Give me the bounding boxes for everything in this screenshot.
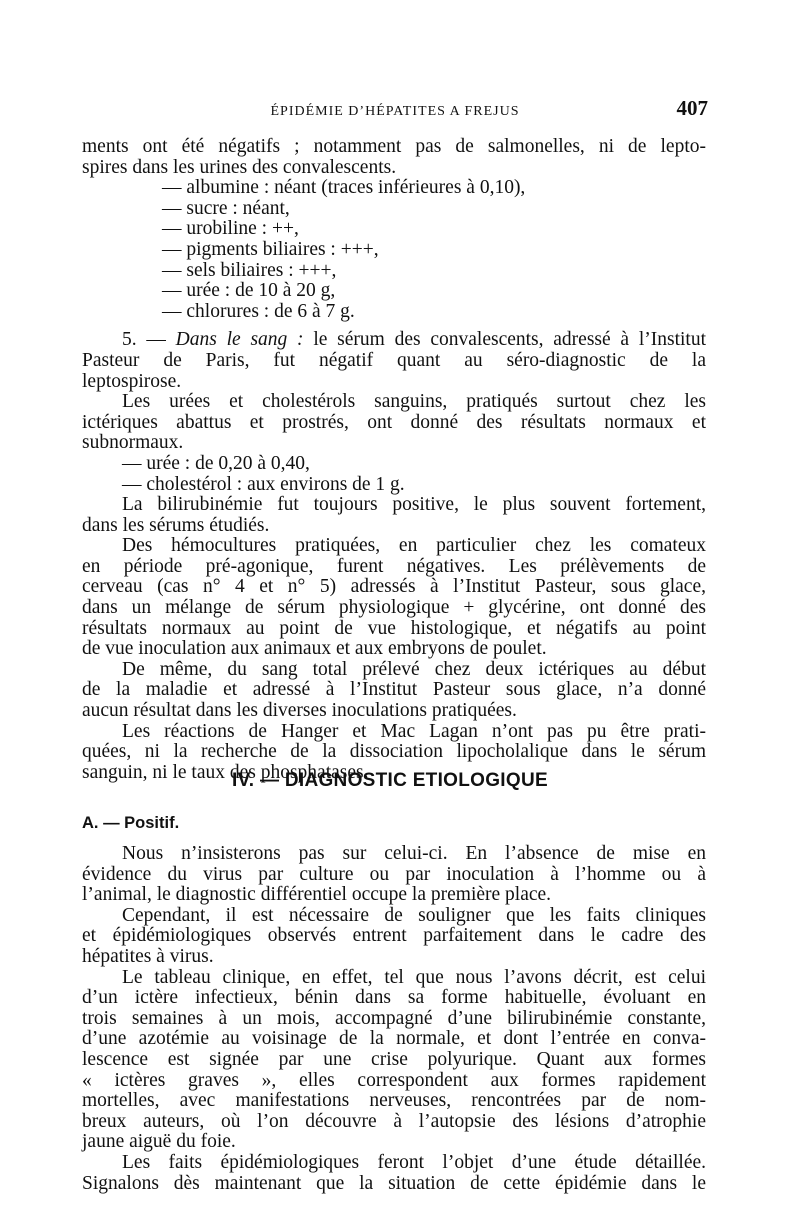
list-item: — urobiline : ++, [162, 218, 299, 240]
list-item: — chlorures : de 6 à 7 g. [162, 300, 355, 322]
text-line: l’animal, le diagnostic différentiel occupe la première place. [82, 884, 552, 906]
text-line: Les réactions de Hanger et Mac Lagan n’ont pas pu être prati- [122, 720, 706, 742]
list-item: — sucre : néant, [162, 197, 290, 219]
text-line: de la maladie et adressé à l’Institut Pasteur sous glace, n’a donné [82, 679, 706, 701]
text-line: Signalons dès maintenant que la situation de cette épidémie dans le [82, 1172, 706, 1194]
text-line: cerveau (cas n° 4 et n° 5) adressés à l’Institut Pasteur, sous glace, [82, 576, 706, 598]
text-line: d’une azotémie au voisinage de la normale, et dont l’entrée en conva- [82, 1028, 706, 1050]
text-line: Cependant, il est nécessaire de souligner que les faits cliniques [122, 904, 706, 926]
blood-section-line [82, 330, 706, 351]
text-line: en période pré-agonique, furent négatives. Les prélèvements de [82, 555, 706, 577]
text-line: d’un ictère infectieux, bénin dans sa forme habituelle, évoluant en [82, 987, 706, 1009]
text-line: breux auteurs, où l’on découvre à l’autopsie des lésions d’atrophie [82, 1110, 706, 1132]
text-line: subnormaux. [82, 432, 184, 454]
list-item: — sels biliaires : +++, [162, 259, 337, 281]
list-item: — urée : de 0,20 à 0,40, [122, 452, 310, 474]
text-line: Nous n’insisterons pas sur celui-ci. En l’absence de mise en [122, 843, 706, 864]
text-line: La bilirubinémie fut toujours positive, le plus souvent fortement, [122, 494, 706, 516]
text-line: ictériques abattus et prostrés, ont donné des résultats normaux et [82, 411, 706, 433]
text-line: Le tableau clinique, en effet, tel que nous l’avons décrit, est celui [122, 966, 706, 988]
text-line: « ictères graves », elles correspondent aux formes rapidement [82, 1069, 706, 1091]
list-item: — urée : de 10 à 20 g, [162, 280, 336, 302]
text-line: sanguin, ni le taux des phosphatases. [82, 761, 369, 783]
section-number: 5. — [122, 329, 176, 351]
text-line: aucun résultat dans les diverses inoculations pratiquées. [82, 700, 517, 722]
text-span: le sérum des convalescents, adressé à l’Institut [303, 329, 707, 351]
text-line: De même, du sang total prélevé chez deux ictériques au début [122, 658, 706, 680]
text-line: ments ont été négatifs ; notamment pas de salmonelles, ni de lepto- [82, 136, 706, 157]
section-label: Dans le sang : [175, 329, 304, 351]
list-item: — cholestérol : aux environs de 1 g. [122, 473, 405, 495]
text-line: Les urées et cholestérols sanguins, pratiqués surtout chez les [122, 391, 706, 413]
list-item: — albumine : néant (traces inférieures à 0,10), [162, 177, 526, 199]
sub-heading: A. — Positif. [82, 814, 180, 832]
list-item: — pigments biliaires : +++, [162, 238, 379, 260]
text-line: trois semaines à un mois, accompagné d’une bilirubinémie constante, [82, 1007, 706, 1029]
text-line: mortelles, avec manifestations nerveuses, rencontrées par de nom- [82, 1090, 706, 1112]
text-line: lescence est signée par une crise polyurique. Quant aux formes [82, 1048, 706, 1070]
text-line: Pasteur de Paris, fut négatif quant au séro-diagnostic de la [82, 349, 706, 371]
text-line: hépatites à virus. [82, 945, 214, 967]
text-line: spires dans les urines des convalescents. [82, 156, 397, 178]
text-line: Des hémocultures pratiquées, en particulier chez les comateux [122, 535, 706, 557]
text-line: Les faits épidémiologiques feront l’objet d’une étude détaillée. [122, 1151, 706, 1173]
running-header [82, 96, 708, 126]
text-line: résultats normaux au point de vue histologique, et négatifs au point [82, 617, 706, 639]
body-text-upper [82, 137, 706, 783]
text-line: de vue inoculation aux animaux et aux embryons de poulet. [82, 638, 547, 660]
page-number: 407 [676, 96, 708, 120]
text-line: évidence du virus par culture ou par inoculation à l’homme ou à [82, 863, 706, 885]
text-line: dans les sérums étudiés. [82, 514, 270, 536]
text-line: quées, ni la recherche de la dissociation lipocholalique dans le sérum [82, 741, 706, 763]
body-text-lower [82, 844, 706, 1194]
section-heading: IV. — DIAGNOSTIC ETIOLOGIQUE [232, 770, 548, 791]
running-title: ÉPIDÉMIE D’HÉPATITES A FREJUS [270, 104, 520, 119]
text-line: jaune aiguë du foie. [82, 1131, 236, 1153]
text-line: et épidémiologiques observés entrent parfaitement dans le cadre des [82, 925, 706, 947]
text-line: dans un mélange de sérum physiologique + glycérine, ont donné des [82, 597, 706, 619]
text-line: leptospirose. [82, 370, 182, 392]
